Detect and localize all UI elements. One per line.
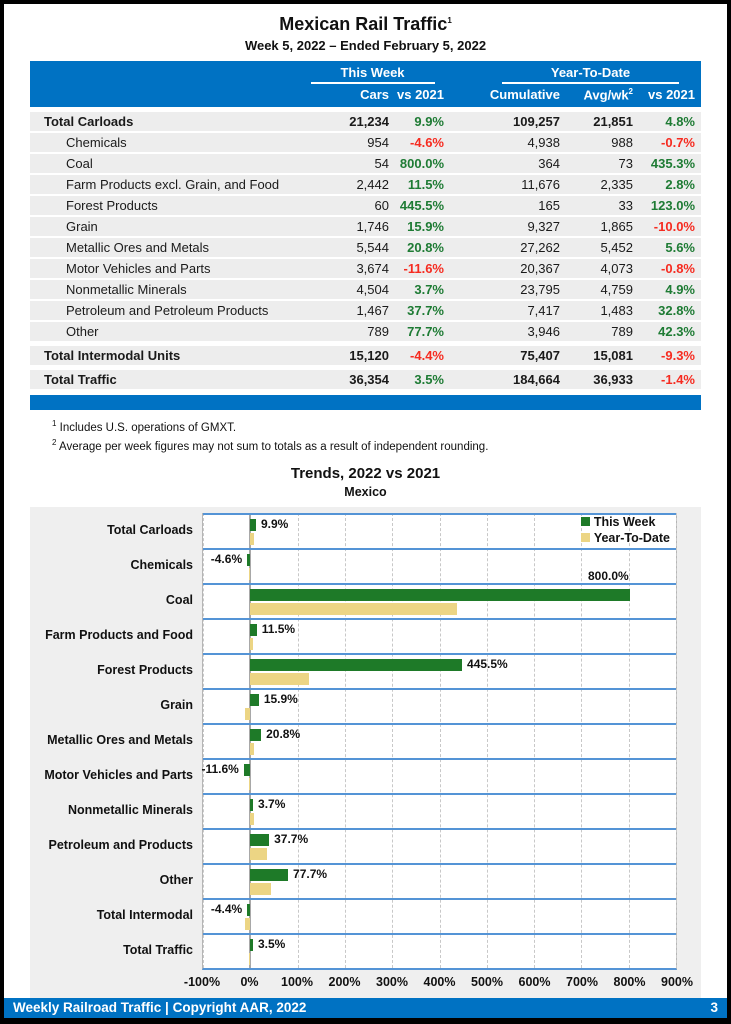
table-row: Farm Products excl. Grain, and Food 2,442 11.5% 11,676 2,335 2.8% [30,175,701,194]
legend-swatch-year-to-date [581,533,590,542]
trends-chart [30,507,701,998]
x-axis-tick-label: -100% [183,974,221,989]
table-header [30,61,701,107]
footer-text: Weekly Railroad Traffic | Copyright AAR, 2022 [13,1000,307,1016]
chart-category-label: Nonmetallic Minerals [67,802,193,817]
this-week-bar [250,729,261,741]
x-axis-tick-label: 400% [423,974,456,989]
this-week-bar [247,554,250,566]
legend-swatch-this-week [581,517,590,526]
bar-value-label: 20.8% [266,726,301,741]
x-axis-tick-label: 800% [613,974,646,989]
bar-value-label: -4.4% [210,901,243,916]
x-axis-tick-label: 0% [240,974,259,989]
column-header-vs2021-ytd: vs 2021 [648,87,695,103]
chart-category-label: Petroleum and Products [48,837,193,852]
x-axis-tick-label: 300% [376,974,408,989]
table-row: Chemicals 954 -4.6% 4,938 988 -0.7% [30,133,701,152]
table-bottom-divider [30,395,701,410]
chart-x-axis [183,970,693,994]
this-week-bar [250,834,269,846]
column-header-avg-wk: Avg/$wk^2$ [583,87,633,103]
chart-band [203,793,676,828]
chart-category-label: Total Traffic [123,942,193,957]
table-row: Total Carloads 21,234 9.9% 109,257 21,851 4.8% [30,112,701,131]
year-to-date-bar [250,743,254,755]
chart-category-label: Farm Products and Food [45,627,193,642]
chart-category-label: Grain [160,697,193,712]
bar-value-label: 15.9% [263,691,298,706]
bar-value-label: 11.5% [261,621,296,636]
bar-value-label: 9.9% [260,516,289,531]
this-week-bar [250,799,253,811]
year-to-date-bar [245,708,251,720]
table-row: Forest Products 60 445.5% 165 33 123.0% [30,196,701,215]
chart-category-label: Total Intermodal [96,907,193,922]
legend-item-year-to-date: Year-To-Date [581,531,670,545]
table-row: Other 789 77.7% 3,946 789 42.3% [30,322,701,341]
chart-category-label: Forest Products [97,662,193,677]
chart-title: Trends, 2022 vs 2021 [290,464,441,482]
chart-category-label: Metallic Ores and Metals [47,732,193,747]
column-header-cumulative: Cumulative [489,87,560,103]
this-week-bar [250,939,253,951]
bar-value-label: 800.0% [588,568,629,583]
footnote-2: $^2$ Average per week figures may not sum to totals as a result of independent rounding. [52,438,489,453]
year-to-date-bar [250,638,252,650]
year-to-date-bar [249,568,250,580]
this-week-bar [247,904,250,916]
year-to-date-bar [250,533,253,545]
bar-value-label: 445.5% [467,656,508,671]
x-axis-tick-label: 200% [328,974,361,989]
table-row: Total Intermodal Units 15,120 -4.4% 75,407 15,081 -9.3% [30,346,701,365]
this-week-bar [250,659,462,671]
chart-plot-area [202,513,677,970]
chart-category-label: Chemicals [130,557,193,572]
chart-band [203,828,676,863]
table-row: Grain 1,746 15.9% 9,327 1,865 -10.0% [30,217,701,236]
traffic-table [30,61,701,410]
gridline [676,513,677,968]
page-title-text: Mexican Rail Traffic [279,14,448,34]
table-row: Total Traffic 36,354 3.5% 184,664 36,933 -1.4% [30,370,701,389]
x-axis-tick-label: 100% [281,974,313,989]
x-axis-tick-label: 900% [661,974,693,989]
year-to-date-bar [250,603,457,615]
bar-value-label: 37.7% [274,831,309,846]
chart-legend [581,515,670,547]
chart-band [203,758,676,793]
group-header-this-week: This Week [295,65,450,84]
footer-bar [4,998,727,1018]
chart-band [203,933,676,968]
bar-value-label: 77.7% [293,866,328,881]
this-week-bar [244,764,250,776]
this-week-bar [250,694,259,706]
chart-band [203,688,676,723]
table-row: Coal 54 800.0% 364 73 435.3% [30,154,701,173]
chart-subtitle: Mexico [344,484,387,499]
year-to-date-bar [245,918,250,930]
chart-band [203,568,676,618]
year-to-date-bar [250,673,309,685]
x-axis-tick-label: 600% [518,974,551,989]
year-to-date-bar [250,848,267,860]
year-to-date-bar [249,953,251,965]
chart-band [203,653,676,688]
this-week-bar [250,624,256,636]
year-to-date-bar [249,778,250,790]
this-week-bar [250,869,288,881]
year-to-date-bar [250,813,253,825]
chart-band [203,898,676,933]
chart-band [203,863,676,898]
chart-band [203,618,676,653]
page-title [4,14,727,35]
bar-value-label: 3.7% [258,796,286,811]
chart-category-label: Motor Vehicles and Parts [44,767,193,782]
x-axis-tick-label: 500% [471,974,503,989]
page-number: 3 [710,1000,718,1016]
column-header-cars: Cars [360,87,389,103]
chart-category-label: Coal [165,592,193,607]
footnotes [52,419,727,457]
table-row: Metallic Ores and Metals 5,544 20.8% 27,262 5,452 5.6% [30,238,701,257]
bar-value-label: -4.6% [210,551,243,566]
x-axis-tick-label: 700% [566,974,598,989]
year-to-date-bar [250,883,271,895]
table-row: Nonmetallic Minerals 4,504 3.7% 23,795 4,759 4.9% [30,280,701,299]
chart-category-label: Total Carloads [107,522,193,537]
bar-value-label: 3.5% [257,936,286,951]
this-week-bar [250,519,256,531]
chart-category-label: Other [159,872,193,887]
legend-item-this-week: This Week [581,515,670,529]
footnote-1: $^1$ Includes U.S. operations of GMXT. [52,419,237,435]
this-week-bar [250,589,629,601]
page-subtitle: Week 5, 2022 – Ended February 5, 2022 [244,38,487,53]
chart-category-labels [30,513,202,970]
table-body [30,112,701,389]
table-row: Motor Vehicles and Parts 3,674 -11.6% 20,367 4,073 -0.8% [30,259,701,278]
chart-band [203,723,676,758]
table-row: Petroleum and Petroleum Products 1,467 37.7% 7,417 1,483 32.8% [30,301,701,320]
bar-value-label: -11.6% [201,761,239,776]
column-header-vs2021-week: vs 2021 [397,87,444,103]
group-header-year-to-date: Year-To-Date [480,65,701,84]
title-footnote-marker: 1 [447,16,452,25]
